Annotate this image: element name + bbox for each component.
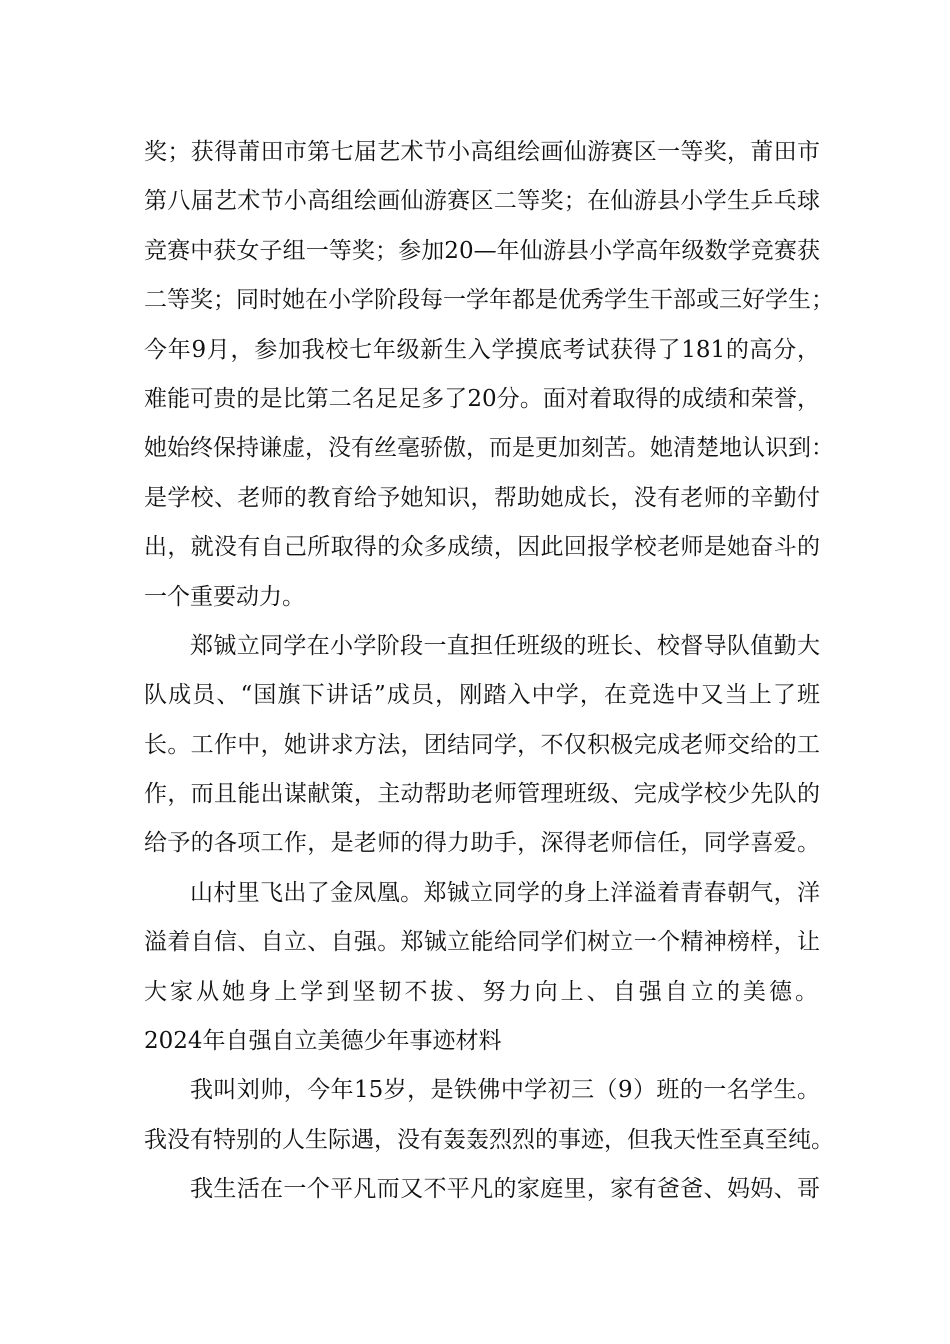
document-page [144, 128, 834, 1215]
text-line: 郑铖立同学在小学阶段一直担任班级的班长、校督导队值勤大 [190, 632, 820, 659]
text-line: 竞赛中获女子组一等奖；参加20—年仙游县小学高年级数学竞赛获 [144, 237, 820, 264]
text-line: 今年9月，参加我校七年级新生入学摸底考试获得了181的高分， [144, 336, 820, 363]
text-line: 我没有特别的人生际遇，没有轰轰烈烈的事迹，但我天性至真至纯。 [144, 1126, 834, 1153]
text-line: 是学校、老师的教育给予她知识，帮助她成长，没有老师的辛勤付 [144, 484, 820, 511]
text-line: 难能可贵的是比第二名足足多了20分。面对着取得的成绩和荣誉， [144, 385, 820, 412]
text-line: 给予的各项工作，是老师的得力助手，深得老师信任，同学喜爱。 [144, 830, 820, 857]
paragraph-self-intro [144, 1066, 834, 1165]
text-line: 第八届艺术节小高组绘画仙游赛区二等奖；在仙游县小学生乒乓球 [144, 188, 820, 215]
text-line: 奖；获得莆田市第七届艺术节小高组绘画仙游赛区一等奖，莆田市 [144, 139, 820, 165]
text-line: 二等奖；同时她在小学阶段每一学年都是优秀学生干部或三好学生； [144, 287, 834, 314]
text-line: 长。工作中，她讲求方法，团结同学，不仅积极完成老师交给的工 [144, 731, 820, 758]
paragraph-achievements-continued [144, 128, 834, 622]
text-line: 溢着自信、自立、自强。郑铖立能给同学们树立一个精神榜样，让 [144, 929, 820, 956]
text-line: 2024年自强自立美德少年事迹材料 [144, 1028, 502, 1055]
paragraph-class-monitor [144, 622, 820, 869]
text-line: 我生活在一个平凡而又不平凡的家庭里，家有爸爸、妈妈、哥 [190, 1176, 820, 1203]
paragraph-family [144, 1165, 820, 1214]
text-line: 山村里飞出了金凤凰。郑铖立同学的身上洋溢着青春朝气，洋 [190, 879, 820, 906]
text-line: 大家从她身上学到坚韧不拔、努力向上、自强自立的美德。 [144, 978, 820, 1005]
paragraph-golden-phoenix [144, 869, 820, 1017]
text-line: 一个重要动力。 [144, 583, 305, 610]
text-line: 作，而且能出谋献策，主动帮助老师管理班级、完成学校少先队的 [144, 781, 820, 808]
text-line: 我叫刘帅，今年15岁，是铁佛中学初三（9）班的一名学生。 [190, 1077, 820, 1104]
text-line: 出，就没有自己所取得的众多成绩，因此回报学校老师是她奋斗的 [144, 534, 820, 561]
text-line: 她始终保持谦虚，没有丝毫骄傲，而是更加刻苦。她清楚地认识到： [144, 435, 834, 462]
section-heading [144, 1017, 820, 1066]
text-line: 队成员、“国旗下讲话”成员，刚踏入中学，在竞选中又当上了班 [144, 682, 820, 709]
